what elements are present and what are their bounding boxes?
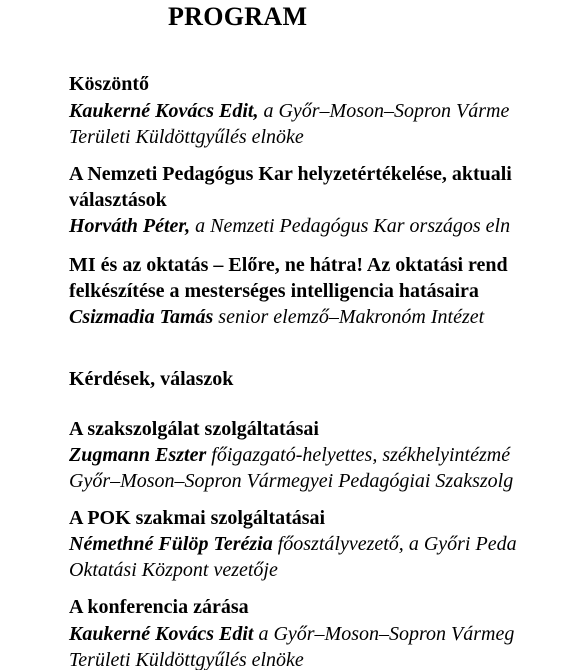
speaker-role-continued: Területi Küldöttgyűlés elnöke xyxy=(69,649,304,670)
speaker-role: senior elemző–Makronóm Intézet xyxy=(213,306,485,328)
speaker-name: Kaukerné Kovács Edit xyxy=(69,623,254,645)
speaker-role: főosztályvezető, xyxy=(272,533,409,555)
item-speaker-line xyxy=(69,622,514,646)
item-heading-service: A szakszolgálat szolgáltatásai xyxy=(69,418,319,440)
speaker-name: Horváth Péter, xyxy=(69,215,191,237)
item-speaker-line xyxy=(69,99,509,123)
item-heading-questions: Kérdések, válaszok xyxy=(69,368,234,390)
speaker-role: főigazgató-helyettes, székhelyintézmé xyxy=(206,444,511,466)
speaker-name: Zugmann Eszter xyxy=(69,444,207,466)
speaker-role: a Győr–Moson–Sopron Vármeg xyxy=(253,623,515,645)
item-heading-ai: MI és az oktatás – Előre, ne hátra! Az oktatási rend xyxy=(69,254,508,276)
item-speaker-line xyxy=(69,214,510,238)
speaker-role-org: a Győri Peda xyxy=(408,533,517,555)
item-heading-npk: A Nemzeti Pedagógus Kar helyzetértékelése, aktuali xyxy=(69,163,512,185)
speaker-role: a Nemzeti Pedagógus Kar országos eln xyxy=(190,215,511,237)
item-speaker-line xyxy=(69,443,510,467)
item-heading-welcome: Köszöntő xyxy=(69,73,149,95)
speaker-role-continued: Területi Küldöttgyűlés elnöke xyxy=(69,126,304,148)
item-heading-pok: A POK szakmai szolgáltatásai xyxy=(69,507,326,529)
speaker-role-continued: Győr–Moson–Sopron Vármegyei Pedagógiai Szakszolg xyxy=(69,470,514,492)
item-speaker-line xyxy=(69,532,517,556)
item-heading-npk-continued: választások xyxy=(69,189,167,211)
item-heading-ai-continued: felkészítése a mesterséges intelligencia hatásaira xyxy=(69,280,479,302)
speaker-name: Csizmadia Tamás xyxy=(69,306,214,328)
speaker-role-continued: Oktatási Központ vezetője xyxy=(69,559,278,581)
page-title: PROGRAM xyxy=(168,2,308,31)
item-speaker-line xyxy=(69,305,484,329)
speaker-name: Kaukerné Kovács Edit, xyxy=(69,100,259,122)
speaker-role: a Győr–Moson–Sopron Várme xyxy=(258,100,510,122)
item-heading-closing: A konferencia zárása xyxy=(69,596,249,618)
speaker-name: Némethné Fülöp Terézia xyxy=(69,533,273,555)
